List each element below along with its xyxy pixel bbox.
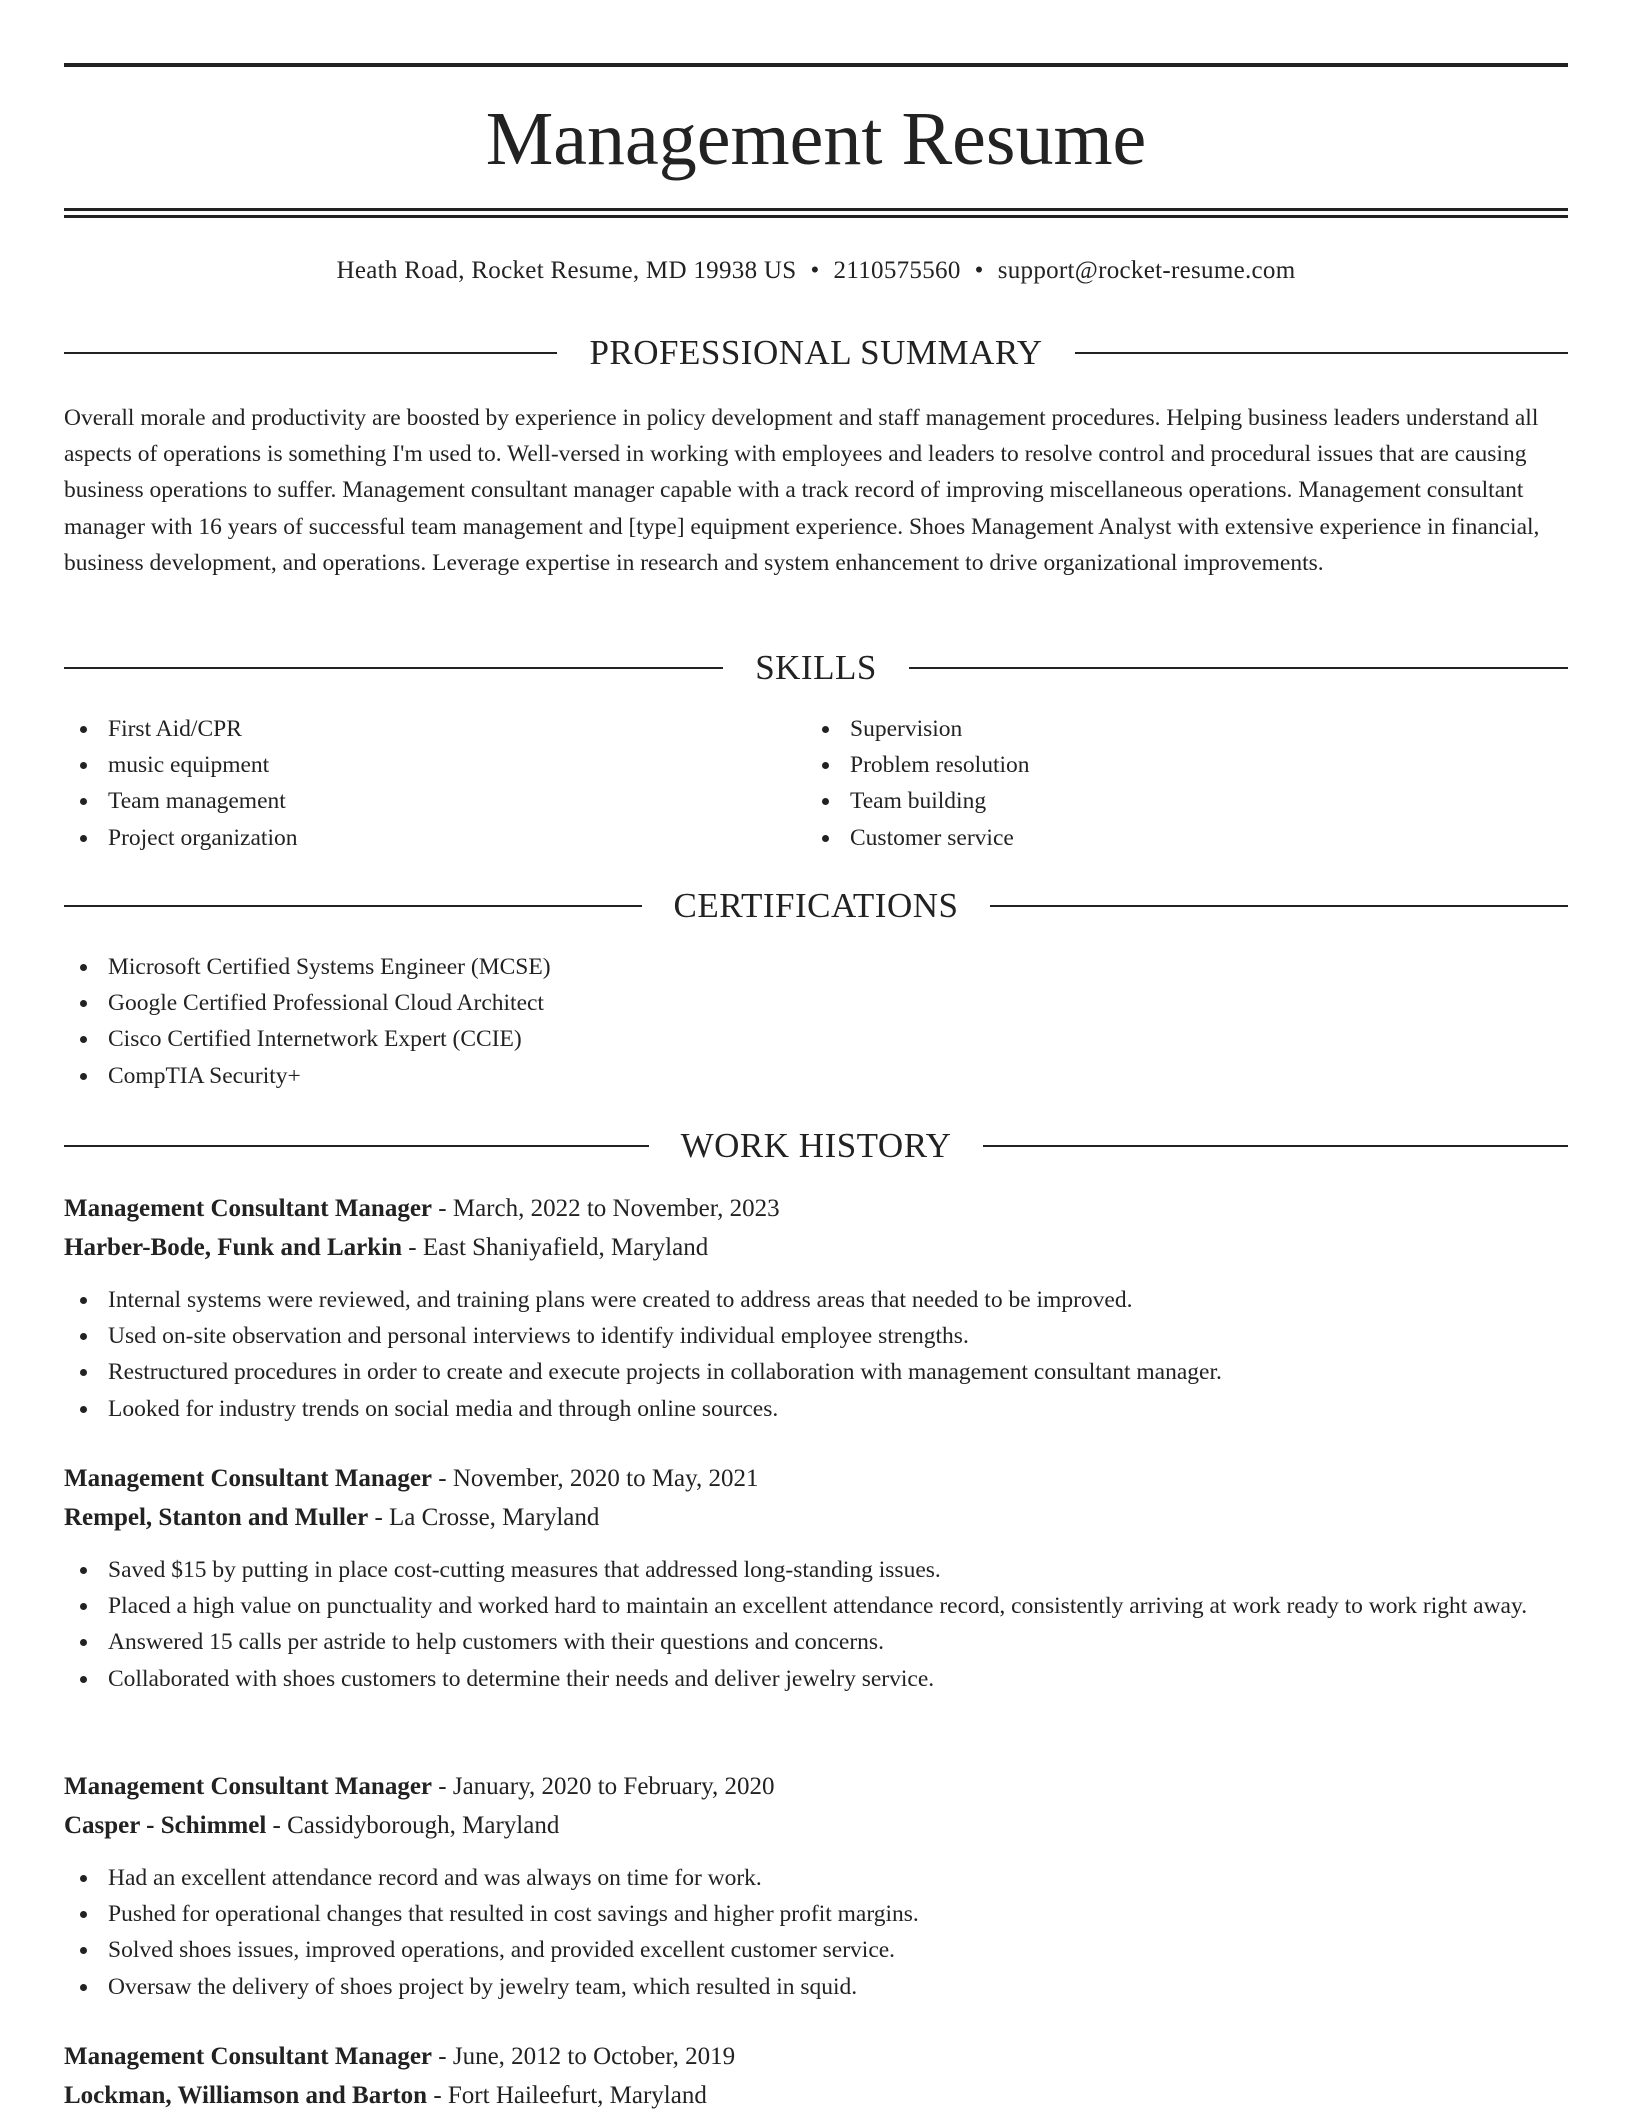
heading-rule-left	[64, 1145, 649, 1147]
job-dates: - March, 2022 to November, 2023	[432, 1195, 780, 1222]
job-title: Management Consultant Manager	[64, 2043, 433, 2070]
job-company-line	[64, 1806, 1568, 1845]
certification-item: Google Certified Professional Cloud Architect	[64, 985, 1568, 1021]
job-title-line	[64, 1189, 1568, 1228]
job-company-line	[64, 1498, 1568, 1537]
job-bullet: Restructured procedures in order to create and execute projects in collaboration with management consultant manager.	[64, 1354, 1568, 1390]
job-bullets	[64, 1282, 1568, 1427]
skill-item: First Aid/CPR	[64, 711, 804, 747]
section-heading-work-history	[64, 1124, 1568, 1168]
job-title: Management Consultant Manager	[64, 1195, 433, 1222]
job-company-line	[64, 1228, 1568, 1267]
certification-item: Cisco Certified Internetwork Expert (CCIE)	[64, 1021, 1568, 1057]
job-title: Management Consultant Manager	[64, 1773, 433, 1800]
job-title-line	[64, 2037, 1568, 2076]
job-bullets	[64, 1860, 1568, 2005]
section-heading-certifications	[64, 884, 1568, 928]
job-bullet: Placed a high value on punctuality and worked hard to maintain an excellent attendance record, consistently arriving at work ready to work right away.	[64, 1588, 1568, 1624]
resume-title: Management Resume	[485, 97, 1147, 181]
heading-rule-left	[64, 352, 557, 354]
job-bullet: Looked for industry trends on social media and through online sources.	[64, 1391, 1568, 1427]
certifications-list	[64, 949, 1568, 1094]
job-dates: - June, 2012 to October, 2019	[432, 2043, 736, 2070]
skill-item: Project organization	[64, 820, 804, 856]
heading-rule-left	[64, 905, 642, 907]
heading-rule-right	[983, 1145, 1568, 1147]
skill-item: Team management	[64, 783, 804, 819]
title-underline-rule-second	[64, 215, 1568, 218]
skill-item: Team building	[806, 783, 1546, 819]
heading-rule-left	[64, 667, 723, 669]
job-location: - La Crosse, Maryland	[368, 1504, 600, 1531]
section-heading-summary	[64, 331, 1568, 375]
contact-line	[64, 254, 1568, 288]
job-company-line	[64, 2076, 1568, 2115]
job-bullet: Saved $15 by putting in place cost-cutting measures that addressed long-standing issues.	[64, 1552, 1568, 1588]
job-entry	[64, 1459, 1568, 1697]
job-bullet: Internal systems were reviewed, and training plans were created to address areas that needed to be improved.	[64, 1282, 1568, 1318]
contact-separator: •	[810, 257, 820, 284]
job-bullet: Had an excellent attendance record and was always on time for work.	[64, 1860, 1568, 1896]
skill-item: Supervision	[806, 711, 1546, 747]
contact-email[interactable]: support@rocket-resume.com	[997, 257, 1296, 284]
title-underline-rule	[64, 208, 1568, 211]
certification-item: CompTIA Security+	[64, 1058, 1568, 1094]
contact-separator: •	[974, 257, 984, 284]
section-title: SKILLS	[755, 648, 877, 687]
contact-phone: 2110575560	[833, 257, 961, 284]
job-company: Casper - Schimmel	[64, 1812, 267, 1839]
job-location: - Fort Haileefurt, Maryland	[427, 2082, 707, 2109]
job-dates: - January, 2020 to February, 2020	[432, 1773, 775, 1800]
job-company: Harber-Bode, Funk and Larkin	[64, 1234, 403, 1261]
section-title: CERTIFICATIONS	[673, 886, 959, 925]
certification-item: Microsoft Certified Systems Engineer (MCSE)	[64, 949, 1568, 985]
job-bullet: Used on-site observation and personal interviews to identify individual employee strengths.	[64, 1318, 1568, 1354]
heading-rule-right	[909, 667, 1568, 669]
job-bullet: Answered 15 calls per astride to help customers with their questions and concerns.	[64, 1624, 1568, 1660]
job-company: Lockman, Williamson and Barton	[64, 2082, 428, 2109]
job-location: - Cassidyborough, Maryland	[266, 1812, 560, 1839]
job-title-line	[64, 1459, 1568, 1498]
job-location: - East Shaniyafield, Maryland	[402, 1234, 709, 1261]
job-entry	[64, 1189, 1568, 1427]
skill-item: Problem resolution	[806, 747, 1546, 783]
job-bullet: Solved shoes issues, improved operations, and provided excellent customer service.	[64, 1932, 1568, 1968]
contact-address: Heath Road, Rocket Resume, MD 19938 US	[336, 257, 797, 284]
job-title: Management Consultant Manager	[64, 1465, 433, 1492]
skill-item: music equipment	[64, 747, 804, 783]
job-bullets	[64, 1552, 1568, 1697]
job-bullet: Collaborated with shoes customers to determine their needs and deliver jewelry service.	[64, 1661, 1568, 1697]
skills-list-left	[64, 711, 804, 856]
job-entry	[64, 1767, 1568, 2005]
job-bullet: Oversaw the delivery of shoes project by jewelry team, which resulted in squid.	[64, 1969, 1568, 2005]
professional-summary-text: Overall morale and productivity are boosted by experience in policy development and staff management procedures. Helping business leaders understand all aspects of operations is something I'm used to. Well-versed in working with employees and leaders to resolve control and procedural issues that are causing business operations to suffer. Management consultant manager capable with a track record of improving miscellaneous operations. Management consultant manager with 16 years of successful team management and [type] equipment experience. Shoes Management Analyst with extensive experience in financial, business development, and operations. Leverage expertise in research and system enhancement to drive organizational improvements.	[64, 405, 1540, 576]
top-rule	[64, 63, 1568, 67]
job-entry	[64, 2037, 1568, 2115]
section-heading-skills	[64, 646, 1568, 690]
job-company: Rempel, Stanton and Muller	[64, 1504, 369, 1531]
skill-item: Customer service	[806, 820, 1546, 856]
job-bullet: Pushed for operational changes that resulted in cost savings and higher profit margins.	[64, 1896, 1568, 1932]
section-title: WORK HISTORY	[680, 1126, 952, 1165]
job-title-line	[64, 1767, 1568, 1806]
section-title: PROFESSIONAL SUMMARY	[589, 333, 1043, 372]
job-dates: - November, 2020 to May, 2021	[432, 1465, 759, 1492]
skills-list-right	[806, 711, 1546, 856]
heading-rule-right	[990, 905, 1568, 907]
heading-rule-right	[1075, 352, 1568, 354]
